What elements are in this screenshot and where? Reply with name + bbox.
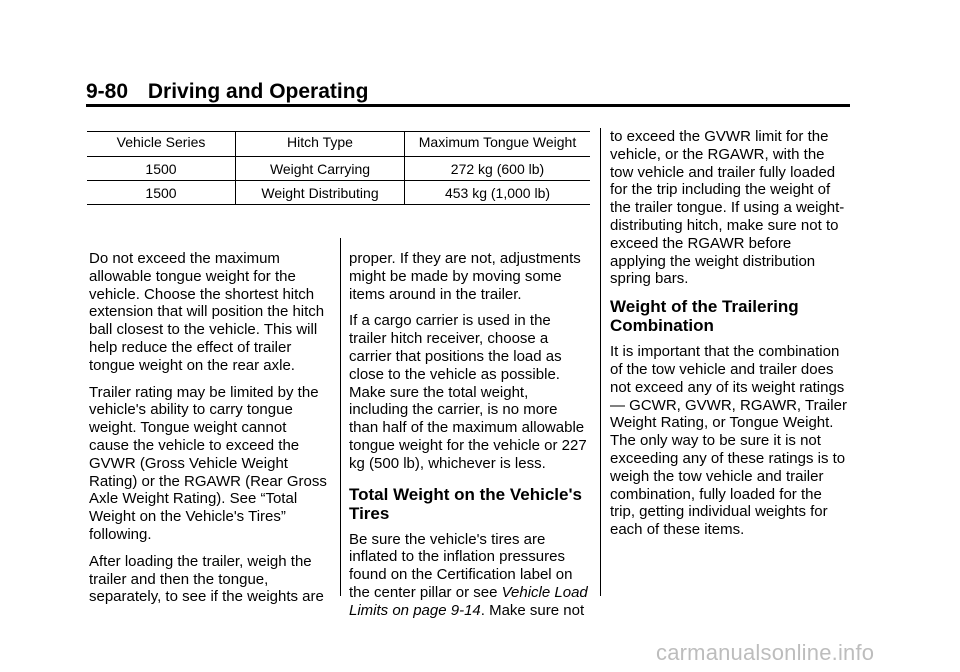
table-header-cell: Vehicle Series <box>116 134 206 150</box>
table-header-cell: Maximum Tongue Weight <box>405 132 591 157</box>
paragraph: It is important that the combination of the tow vehicle and trailer does not exceed any of its weight ratings — GCWR, GVWR, RGAWR, Trailer Weight Rating, or Tongue Weight. The only way to be sure it is not exceeding any of these ratings is to weigh the tow vehicle and trailer combination, fully loaded for the trip, getting individual weights for each of these items. <box>610 343 847 539</box>
table-row <box>87 157 590 181</box>
table-header-row <box>87 132 590 157</box>
paragraph: Do not exceed the maximum allowable tongue weight for the vehicle. Choose the shortest hitch extension that will position the hitch ball closest to the vehicle. This will help reduce the effect of trailer tongue weight on the rear axle. <box>89 250 325 374</box>
paragraph <box>349 531 589 620</box>
tongue-weight-table <box>87 131 590 205</box>
text-column-3 <box>610 128 850 548</box>
subheading-total-weight: Total Weight on the Vehicle's Tires <box>349 484 582 523</box>
column-divider <box>600 128 601 596</box>
table-cell: Weight Carrying <box>236 157 405 181</box>
paragraph: to exceed the GVWR limit for the vehicle, or the RGAWR, with the tow vehicle and trailer fully loaded for the trip including the weight of the trailer tongue. If using a weight-distributing hitch, make sure not to exceed the RGAWR before applying the weight distribution spring bars. <box>610 128 845 288</box>
table-row <box>87 181 590 205</box>
cross-reference-link[interactable]: Vehicle Load Limits on page 9-14 <box>349 583 588 619</box>
column-divider <box>340 238 341 596</box>
table-cell: 1500 <box>145 160 177 177</box>
page-header <box>86 80 368 104</box>
paragraph-text: Be sure the vehicle's tires are inflated to the inflation pressures found on the Certification label on the center pillar or see <box>349 530 573 601</box>
text-column-1 <box>89 250 329 615</box>
header-rule <box>86 104 850 107</box>
table-cell: Weight Distributing <box>236 181 405 205</box>
paragraph: proper. If they are not, adjustments might be made by moving some items around in the trailer. <box>349 250 581 303</box>
paragraph: If a cargo carrier is used in the trailer hitch receiver, choose a carrier that positions the load as close to the vehicle as possible. Make sure the total weight, including the carrier, is no more than half of the maximum allowable tongue weight for the vehicle or 227 kg (500 lb), whichever is less. <box>349 312 587 472</box>
page-number: 9-80 <box>86 80 129 103</box>
paragraph: After loading the trailer, weigh the trailer and then the tongue, separately, to see if the weights are <box>89 552 324 606</box>
paragraph: Trailer rating may be limited by the vehicle's ability to carry tongue weight. Tongue weight cannot cause the vehicle to exceed the GVWR (Gross Vehicle Weight Rating) or the RGAWR (Rear Gross Axle Weight Rating). See “Total Weight on the Vehicle's Tires” following. <box>89 383 327 543</box>
subheading-trailering-combination: Weight of the Trailering Combination <box>610 297 799 336</box>
paragraph-text: . Make sure not <box>480 601 585 619</box>
text-column-2 <box>349 250 589 629</box>
section-title: Driving and Operating <box>147 80 369 103</box>
watermark: carmanualsonline.info <box>656 640 875 665</box>
table-cell: 1500 <box>145 184 177 201</box>
table-header-cell: Hitch Type <box>236 132 405 157</box>
table-cell: 272 kg (600 lb) <box>405 157 591 181</box>
table-cell: 453 kg (1,000 lb) <box>405 181 591 205</box>
